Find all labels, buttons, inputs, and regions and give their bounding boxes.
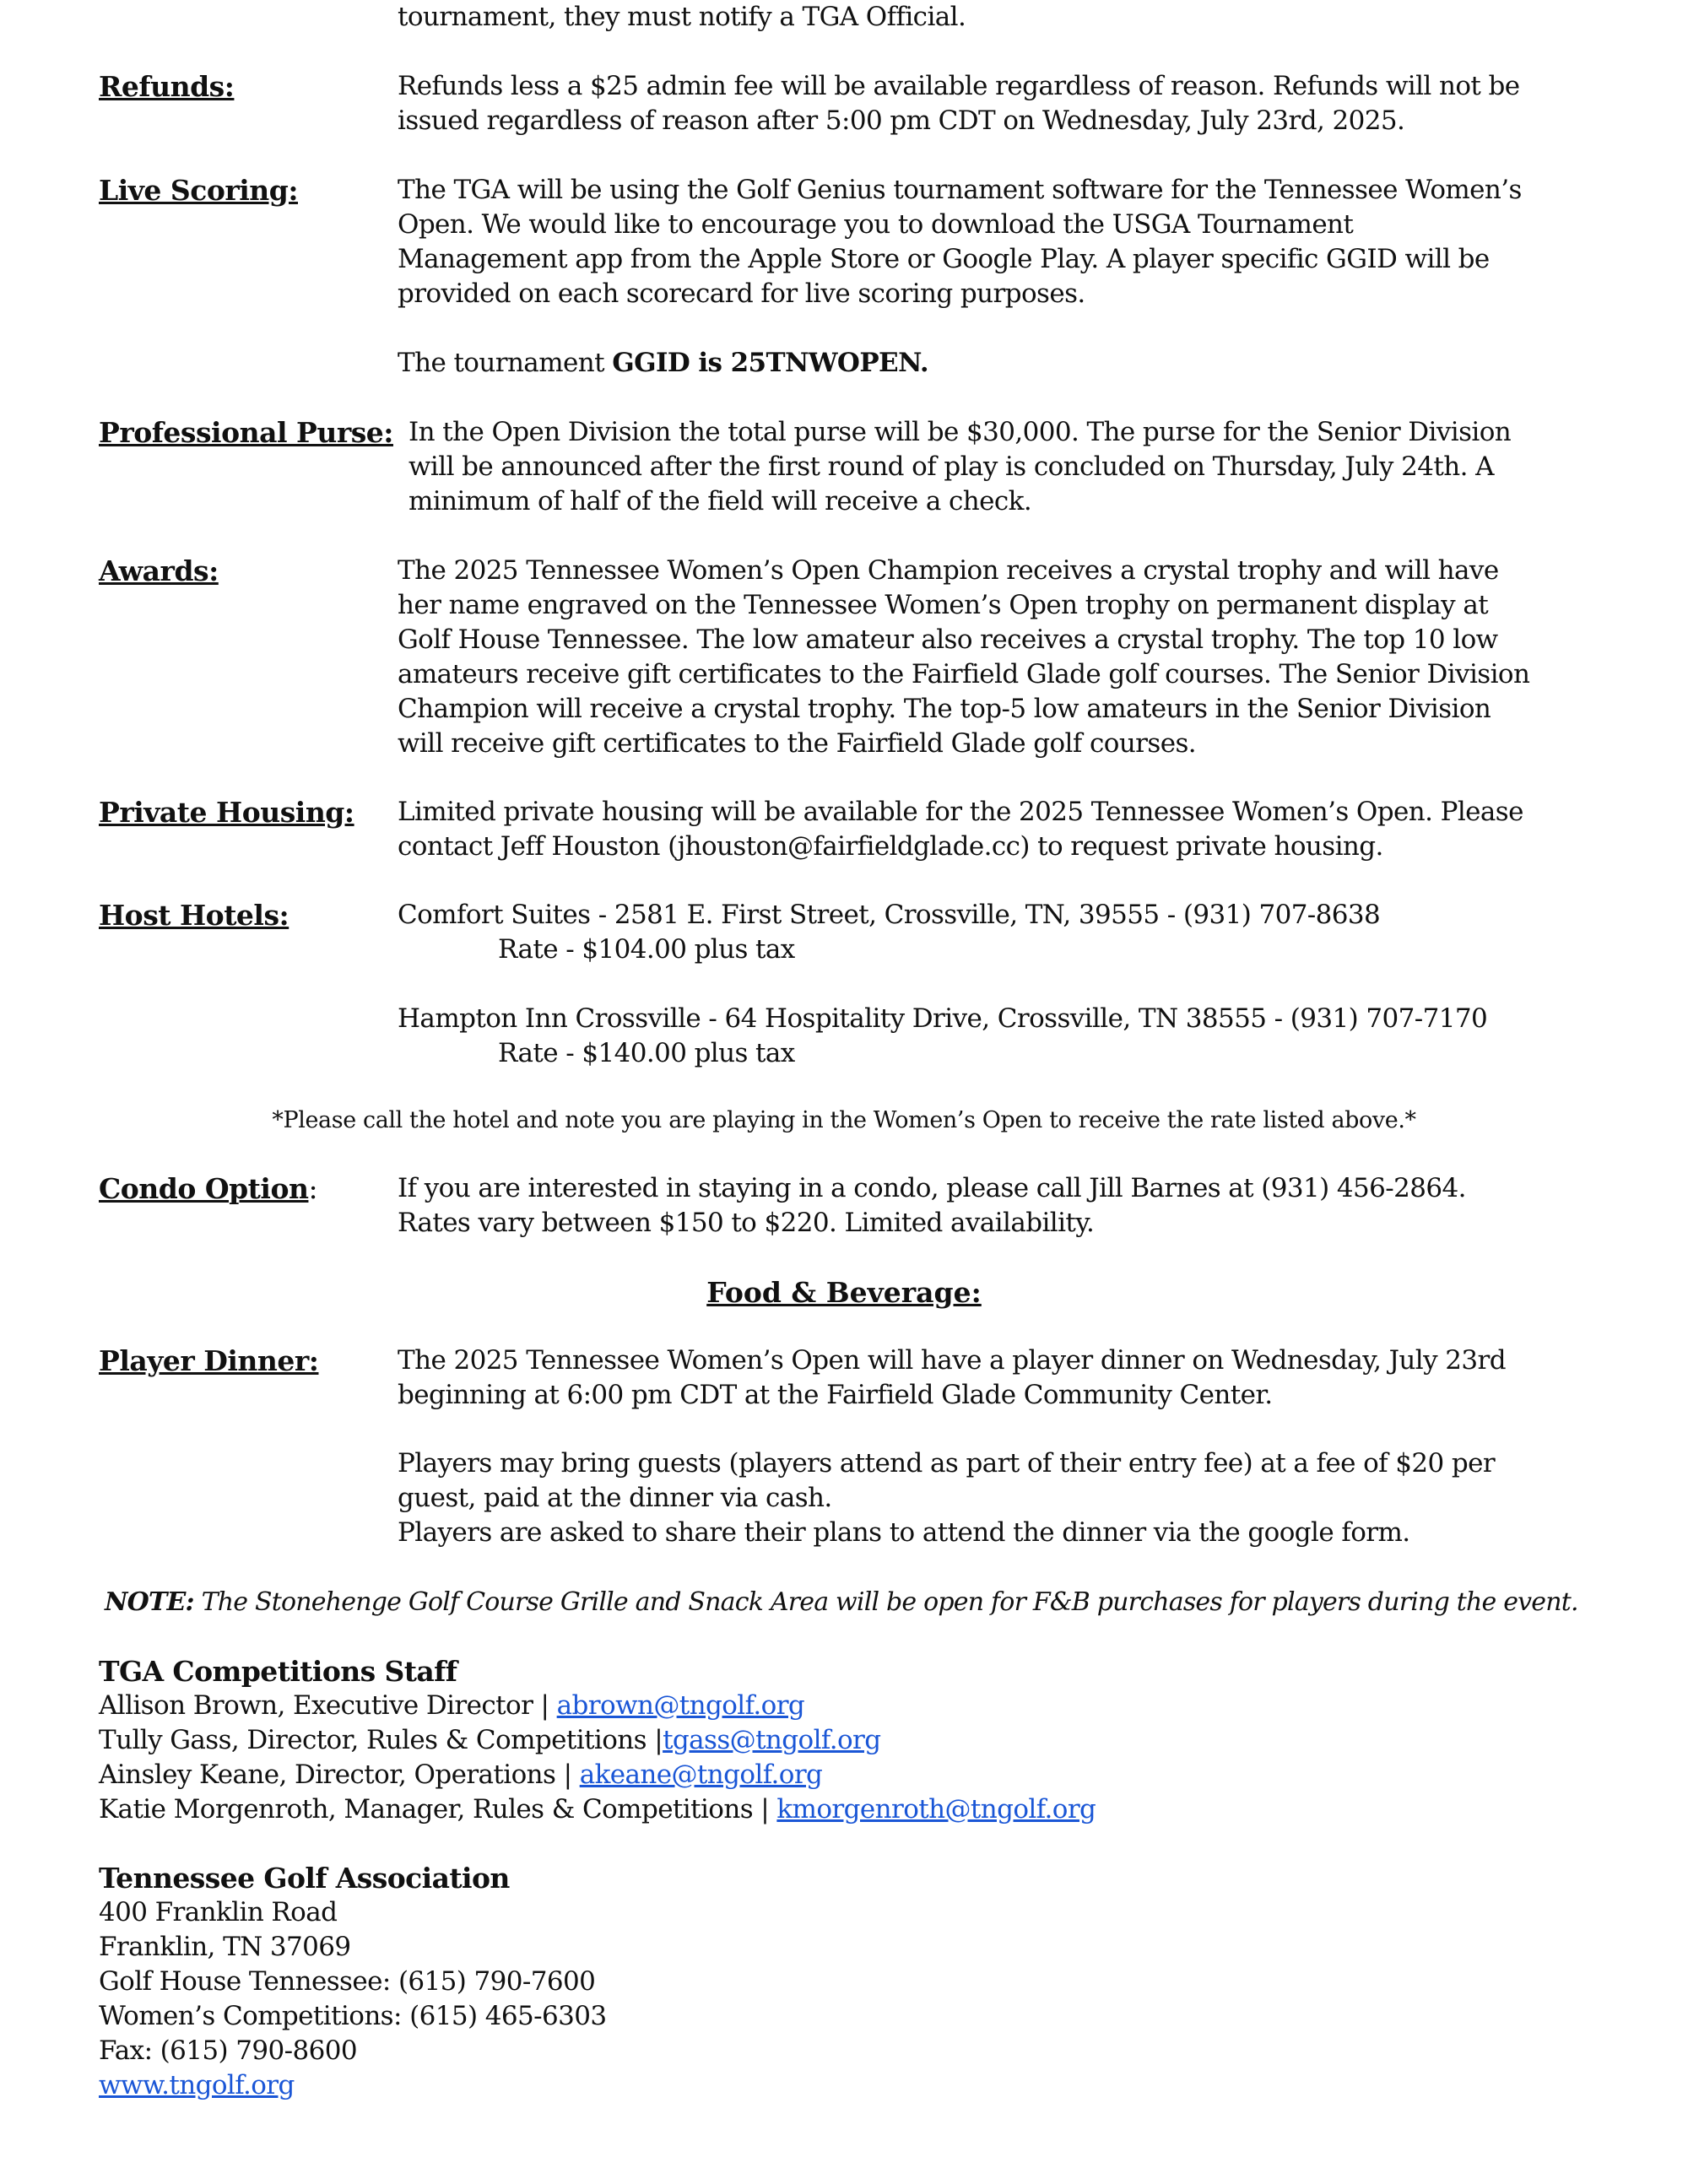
note-body: The Stonehenge Golf Course Grille and Snack Area will be open for F&B purchases for players during the event. [193,1587,1578,1617]
purse-text [408,415,1511,519]
text-line: her name engraved on the Tennessee Women’s Open trophy on permanent display at [398,590,1489,620]
text-line: minimum of half of the field will receive a check. [408,486,1032,516]
text-line: guest, paid at the dinner via cash. [398,1483,832,1513]
text-line: The 2025 Tennessee Women’s Open will have a player dinner on Wednesday, July 23rd [398,1345,1506,1376]
food-heading-wrap [0,1275,1688,1310]
dinner-label: Player Dinner: [99,1344,319,1377]
refunds-text [398,69,1520,138]
staff-member [99,1723,1096,1758]
text-line: amateurs receive gift certificates to the Fairfield Glade golf courses. The Senior Division [398,659,1530,689]
text-line: will be announced after the first round of play is concluded on Thursday, July 24th. A [408,451,1494,482]
purse-label: Professional Purse: [99,416,393,449]
text-line: If you are interested in staying in a condo, please call Jill Barnes at (931) 456-2864. [398,1173,1466,1203]
live-scoring-text [398,173,1522,311]
email-link[interactable]: tgass@tngolf.org [663,1725,881,1755]
dinner-text [398,1343,1506,1413]
text-line: Golf House Tennessee. The low amateur also receives a crystal trophy. The top 10 low [398,624,1498,655]
condo-label-wrap [99,1171,317,1206]
hotels-label: Host Hotels: [99,899,289,932]
housing-text [398,795,1523,864]
text-line: provided on each scorecard for live scoring purposes. [398,278,1085,309]
text-line: The TGA will be using the Golf Genius tournament software for the Tennessee Women’s [398,175,1522,205]
text-line: Players may bring guests (players attend as part of their entry fee) at a fee of $20 per [398,1448,1496,1479]
intro-line: tournament, they must notify a TGA Official. [398,2,966,32]
hotel-rate: Rate - $140.00 plus tax [498,1038,795,1068]
fax-line: Fax: (615) 790-8600 [99,2035,358,2066]
staff-name: Katie Morgenroth, Manager, Rules & Competitions | [99,1794,777,1825]
association-heading: Tennessee Golf Association [99,1862,510,1895]
hotel-note: *Please call the hotel and note you are playing in the Women’s Open to receive the rate listed above.* [272,1107,1416,1133]
staff-name: Allison Brown, Executive Director | [99,1690,557,1721]
text-line: Limited private housing will be available for the 2025 Tennessee Women’s Open. Please [398,797,1523,827]
condo-text [398,1171,1466,1241]
text-line: Refunds less a $25 admin fee will be available regardless of reason. Refunds will not be [398,71,1520,101]
note-label: NOTE: [105,1587,194,1617]
staff-heading: TGA Competitions Staff [99,1655,457,1688]
hotel-comfort-suites [398,898,1380,967]
phone-line: Women’s Competitions: (615) 465-6303 [99,2001,607,2031]
email-link[interactable]: akeane@tngolf.org [579,1760,823,1790]
note-text [105,1585,1578,1619]
text-line: In the Open Division the total purse will be $30,000. The purse for the Senior Division [408,417,1512,447]
condo-colon: : [308,1172,318,1205]
hotel-rate: Rate - $104.00 plus tax [498,934,795,965]
ggid-code: GGID is 25TNWOPEN. [612,348,929,378]
housing-label: Private Housing: [99,796,354,829]
ggid-prefix: The tournament [398,348,613,378]
food-beverage-heading: Food & Beverage: [706,1276,982,1309]
staff-member [99,1758,1096,1792]
staff-name: Ainsley Keane, Director, Operations | [99,1760,580,1790]
refunds-label: Refunds: [99,70,235,103]
text-line: Management app from the Apple Store or Google Play. A player specific GGID will be [398,244,1490,274]
staff-member [99,1689,1096,1723]
hotel-line: Comfort Suites - 2581 E. First Street, Crossville, TN, 39555 - (931) 707-8638 [398,900,1381,930]
address-line: Franklin, TN 37069 [99,1932,351,1962]
ggid-line [398,346,928,381]
text-line: Open. We would like to encourage you to download the USGA Tournament [398,209,1354,240]
hotel-line: Hampton Inn Crossville - 64 Hospitality Drive, Crossville, TN 38555 - (931) 707-7170 [398,1003,1488,1034]
text-line: issued regardless of reason after 5:00 pm CDT on Wednesday, July 23rd, 2025. [398,105,1405,136]
condo-label: Condo Option [99,1172,309,1205]
live-scoring-label: Live Scoring: [99,174,299,207]
dinner-guests-text [398,1446,1495,1550]
hotel-hampton-inn [398,1002,1487,1071]
awards-text [398,554,1529,761]
staff-name: Tully Gass, Director, Rules & Competitions | [99,1725,663,1755]
phone-line: Golf House Tennessee: (615) 790-7600 [99,1966,596,1997]
association-contact [99,1861,606,2103]
text-line: beginning at 6:00 pm CDT at the Fairfield Glade Community Center. [398,1380,1273,1410]
text-line: will receive gift certificates to the Fairfield Glade golf courses. [398,728,1197,759]
text-line: Rates vary between $150 to $220. Limited availability. [398,1208,1095,1238]
text-line: Champion will receive a crystal trophy. The top-5 low amateurs in the Senior Division [398,694,1491,724]
staff-member [99,1792,1096,1827]
email-link[interactable]: kmorgenroth@tngolf.org [776,1794,1096,1825]
text-line: Players are asked to share their plans to attend the dinner via the google form. [398,1517,1410,1548]
staff-list [99,1654,1096,1827]
text-line: contact Jeff Houston (jhouston@fairfieldglade.cc) to request private housing. [398,831,1383,862]
website-link[interactable]: www.tngolf.org [99,2070,295,2100]
awards-label: Awards: [99,554,219,587]
text-line: The 2025 Tennessee Women’s Open Champion receives a crystal trophy and will have [398,555,1499,586]
address-line: 400 Franklin Road [99,1897,338,1927]
email-link[interactable]: abrown@tngolf.org [556,1690,805,1721]
